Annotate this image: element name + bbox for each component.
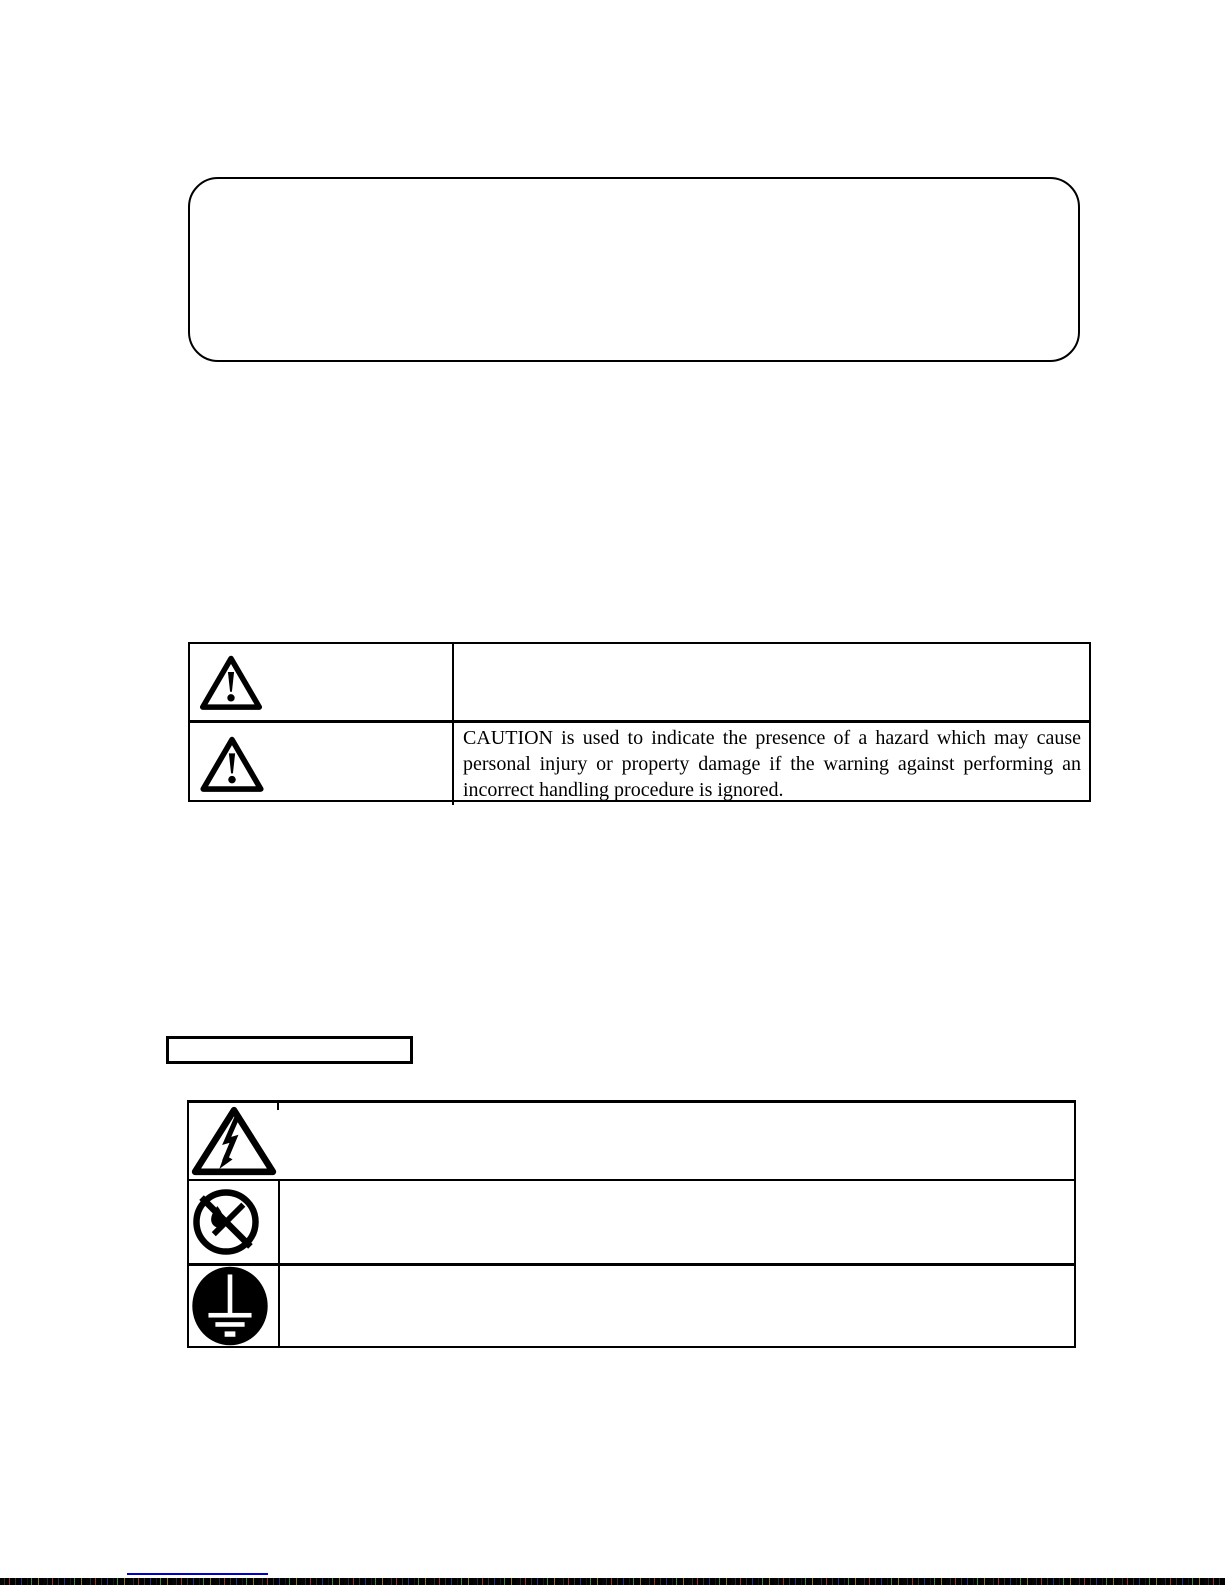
rounded-note-box: [188, 177, 1080, 362]
section-label-box: [166, 1036, 413, 1064]
table-row: [190, 720, 1089, 805]
column-divider-stub: [277, 1103, 279, 1110]
no-open-flame-icon: [190, 1183, 262, 1261]
caution-description-cell: CAUTION is used to indicate the presence of a hazard which may cause personal injury or property damage if the warning against performing an incorrect handling procedure is ignored.: [463, 727, 1081, 801]
severity-definition-table: [188, 642, 1091, 802]
icon-cell: [189, 1266, 280, 1346]
table-row: [189, 1263, 1074, 1346]
table-row: [189, 1103, 1074, 1179]
description-cell: [280, 1266, 1074, 1346]
icon-cell: [189, 1103, 278, 1179]
description-cell: [278, 1103, 1074, 1179]
icon-cell: [189, 1181, 280, 1263]
icon-cell: [190, 723, 454, 805]
hazard-symbol-table: [187, 1100, 1076, 1348]
protective-earth-ground-icon: [190, 1266, 270, 1346]
description-cell: [454, 644, 1089, 720]
warning-triangle-icon: [199, 653, 263, 712]
table-row: [190, 644, 1089, 720]
high-voltage-triangle-icon: [190, 1104, 278, 1178]
icon-cell: [190, 644, 454, 720]
scan-noise-strip: [0, 1578, 1225, 1585]
table-row: [189, 1179, 1074, 1263]
warning-triangle-icon: [199, 734, 265, 794]
footer-link-underline[interactable]: [127, 1573, 268, 1575]
description-cell: [280, 1181, 1074, 1263]
